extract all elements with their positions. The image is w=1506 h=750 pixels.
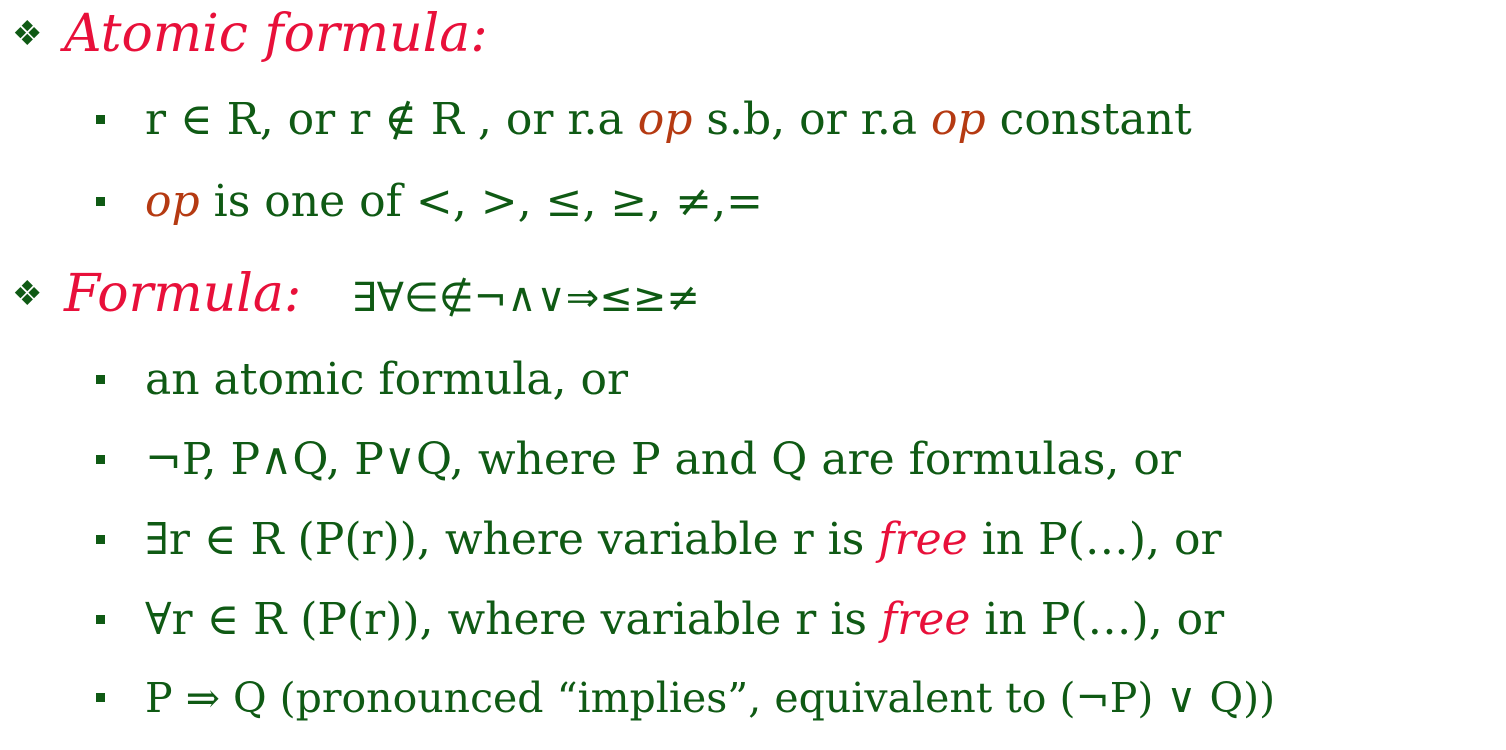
square-bullet-icon [96, 115, 105, 124]
text: an atomic formula, or [145, 354, 629, 405]
formula-item-forall [96, 594, 1225, 645]
square-bullet-icon [96, 535, 105, 544]
op-keyword: op [637, 94, 693, 145]
text: ¬P, P∧Q, P∨Q, where P and Q are formulas, or [145, 434, 1181, 485]
text: ∃r ∈ R (P(r)), where variable r is [145, 514, 879, 565]
formula-item-connectives [96, 434, 1181, 485]
square-bullet-icon [96, 197, 105, 206]
diamond-bullet-icon: ❖ [12, 14, 43, 54]
square-bullet-icon [96, 615, 105, 624]
text: P ⇒ Q (pronounced “implies”, equivalent to (¬P) ∨ Q)) [145, 674, 1276, 722]
free-keyword: free [878, 514, 968, 565]
op-keyword: op [931, 94, 986, 145]
heading-title: Atomic formula: [64, 4, 488, 64]
text: constant [985, 94, 1192, 145]
free-keyword: free [880, 594, 971, 645]
text: r ∈ R, or r ∉ R , or r.a [145, 94, 638, 145]
square-bullet-icon [96, 455, 105, 464]
text: in P(…), or [970, 594, 1225, 645]
text: s.b, or r.a [692, 94, 932, 145]
op-keyword: op [145, 176, 200, 227]
formula-item-exists [96, 514, 1222, 565]
atomic-item-operators [96, 176, 763, 227]
text: ∀r ∈ R (P(r)), where variable r is [145, 594, 881, 645]
text: is one of <, >, ≤, ≥, ≠,= [199, 176, 763, 227]
heading-formula [12, 264, 700, 324]
heading-title: Formula: [64, 264, 302, 324]
square-bullet-icon [96, 375, 105, 384]
symbol-list: ∃∀∈∉¬∧∨⇒≤≥≠ [351, 275, 700, 321]
square-bullet-icon [96, 693, 105, 702]
formula-item-implies [96, 674, 1276, 722]
heading-atomic-formula [12, 4, 488, 64]
atomic-item-membership [96, 94, 1192, 145]
diamond-bullet-icon: ❖ [12, 274, 43, 314]
text: in P(…), or [967, 514, 1222, 565]
formula-item-atomic [96, 354, 629, 405]
